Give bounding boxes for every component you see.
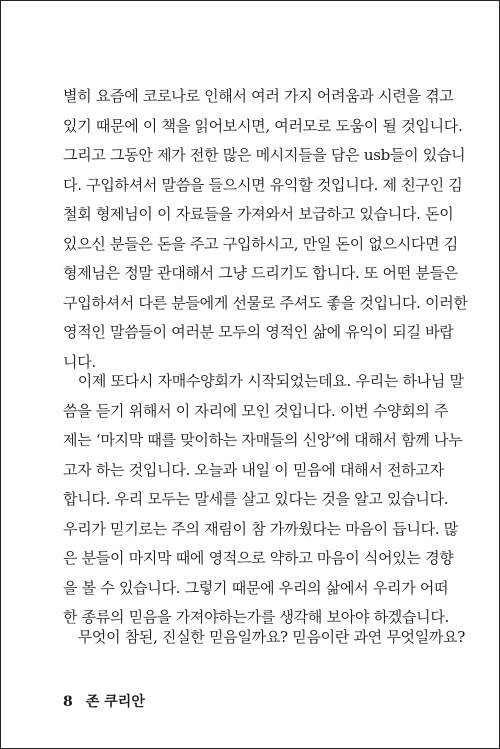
text-line: 을 볼 수 있습니다. 그렇기 때문에 우리의 삶에서 우리가 어떠 [63,578,449,597]
text-line: 영적인 말씀들이 여러분 모두의 영적인 삶에 유익이 되길 바랍 [63,323,454,341]
paragraph-3 [63,623,466,653]
running-title: 존 쿠리안 [85,694,145,710]
text-line: 합니다. 우리 모두는 말세를 살고 있다는 것을 알고 있습니다. [63,490,449,508]
text-line: 한 종류의 믿음을 가져야하는가를 생각해 보아야 하겠습니다. [63,608,450,626]
text-line: 제는 ‘마지막 때를 맞이하는 자매들의 신앙’에 대해서 함께 나누 [63,431,463,449]
text-line: 그리고 그동안 제가 전한 많은 메시지들을 담은 usb들이 있습니 [63,146,466,164]
paragraph-1 [63,82,468,377]
text-line: 구입하셔서 다른 분들에게 선물로 주셔도 좋을 것입니다. 이러한 [63,293,468,312]
text-line: 있으신 분들은 돈을 주고 구입하시고, 만일 돈이 없으시다면 김 [63,234,458,253]
text-line: 이제 또다시 자매수양회가 시작되었는데요. 우리는 하나님 말 [63,372,464,390]
text-line: 형제님은 정말 관대해서 그냥 드리기도 합니다. 또 어떤 분들은 [63,264,458,282]
page-number: 8 [63,694,73,710]
paragraph-2 [63,367,464,633]
text-line: 은 분들이 마지막 때에 영적으로 약하고 마음이 식어있는 경향 [63,549,454,567]
text-line: 있기 때문에 이 책을 읽어보시면, 여러모로 도움이 될 것입니다. [63,116,463,135]
text-line: 니다. [63,352,96,371]
text-line: 씀을 듣기 위해서 이 자리에 모인 것입니다. 이번 수양회의 주 [63,401,449,420]
text-line: 고자 하는 것입니다. 오늘과 내일 이 믿음에 대해서 전하고자 [63,460,444,479]
page-footer [63,691,145,711]
text-line: 무엇이 참된, 진실한 믿음일까요? 믿음이란 과연 무엇일까요? [63,628,466,646]
text-line: 별히 요즘에 코로나로 인해서 여러 가지 어려움과 시련을 겪고 [63,87,454,105]
text-line: 우리가 믿기로는 주의 재림이 참 가까웠다는 마음이 듭니다. 많 [63,519,458,538]
text-line: 철회 형제님이 이 자료들을 가져와서 보급하고 있습니다. 돈이 [63,205,454,223]
text-line: 다. 구입하셔서 말씀을 들으시면 유익할 것입니다. 제 친구인 김 [63,175,463,194]
